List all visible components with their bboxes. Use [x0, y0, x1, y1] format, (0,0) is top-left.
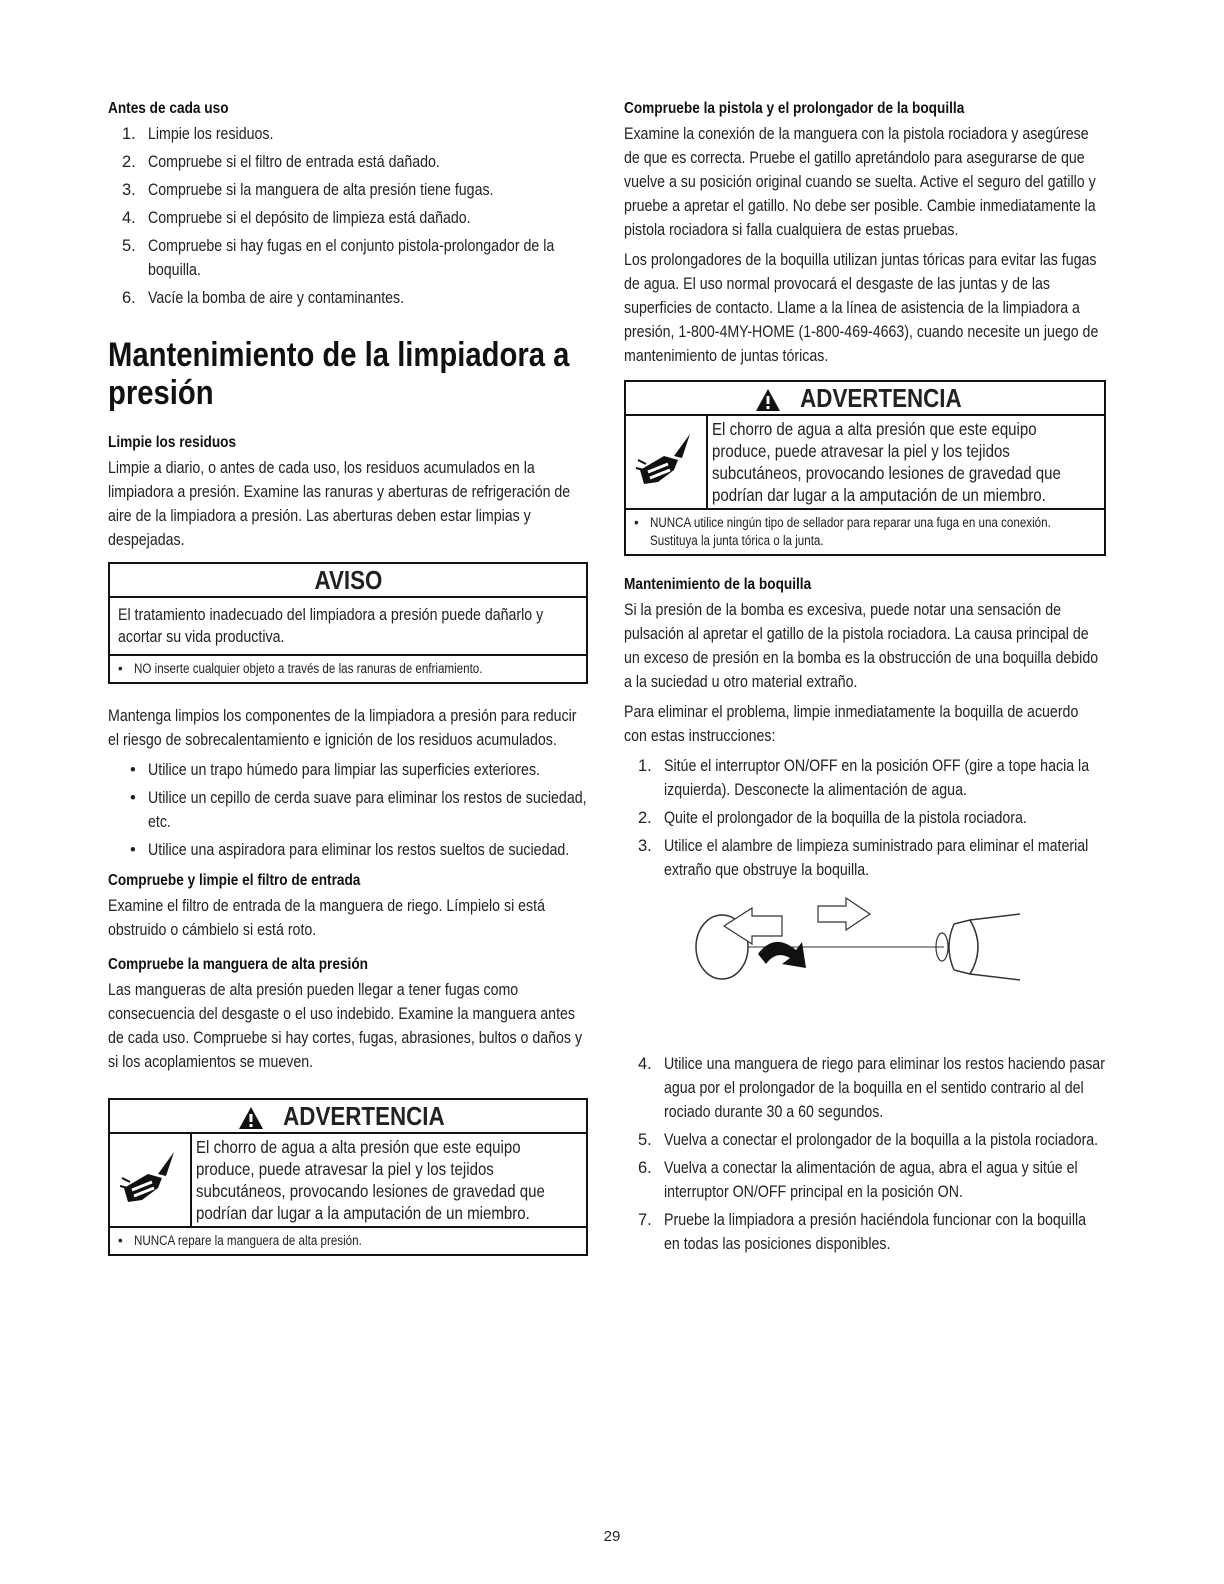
before-use-list — [108, 122, 588, 310]
nozzle-wire-diagram — [624, 892, 1106, 1042]
left-column — [108, 100, 588, 1276]
before-use-heading: Antes de cada uso — [108, 100, 229, 117]
warning-box-left — [108, 1098, 588, 1256]
nozzle-heading: Mantenimiento de la boquilla — [624, 576, 812, 593]
list-item: 7. Pruebe la limpiadora a presión haciéndola funcionar con la boquilla en todas las posiciones disponibles. — [638, 1211, 1087, 1253]
list-item: 4. Compruebe si el depósito de limpieza está dañado. — [122, 209, 471, 227]
list-item: 3. Compruebe si la manguera de alta presión tiene fugas. — [122, 181, 494, 199]
aviso-note: • NO inserte cualquier objeto a través de las ranuras de enfriamiento. — [118, 661, 483, 676]
list-item: 1. Sitúe el interruptor ON/OFF en la posición OFF (gire a tope hacia la izquierda). Desconecte la alimentación de agua. — [638, 757, 1090, 799]
list-item: 4. Utilice una manguera de riego para eliminar los restos haciendo pasar agua por el prolongador de la boquilla en el sentido contrario al del rociado durante 30 a 60 segundos. — [638, 1055, 1105, 1121]
warning-triangle-icon — [238, 1106, 264, 1130]
list-item: 1. Limpie los residuos. — [122, 125, 274, 143]
page-number: 29 — [603, 1528, 621, 1545]
hose-text: Las mangueras de alta presión pueden llegar a tener fugas como consecuencia del desgaste o el uso indebido. Examine la manguera antes de cada uso. Compruebe si hay cortes, fugas, abrasiones, bultos o daños y si los acoplamientos se mueven. — [108, 981, 583, 1071]
warning-note: • NUNCA utilice ningún tipo de sellador para reparar una fuga en una conexión. Sustituya la junta tórica o la junta. — [634, 515, 1051, 548]
warning-row — [626, 416, 1104, 510]
list-item: 2. Quite el prolongador de la boquilla de la pistola rociadora. — [638, 809, 1027, 827]
warning-title: ADVERTENCIA — [626, 382, 1104, 416]
high-pressure-injection-icon — [110, 1134, 192, 1226]
aviso-box — [108, 562, 588, 684]
warning-triangle-icon — [755, 388, 781, 412]
list-item: 6. Vuelva a conectar la alimentación de agua, abra el agua y sitúe el interruptor ON/OFF principal en la posición ON. — [638, 1159, 1078, 1201]
nozzle-paragraph-1: Si la presión de la bomba es excesiva, puede notar una sensación de pulsación al apretar el gatillo de la pistola rociadora. La causa principal de un exceso de presión en la bomba es la obstrucción de una boquilla debido a la suciedad u otro material extraño. — [624, 601, 1099, 691]
warning-title: ADVERTENCIA — [110, 1100, 586, 1134]
inlet-filter-heading: Compruebe y limpie el filtro de entrada — [108, 872, 361, 889]
nozzle-paragraph-2: Para eliminar el problema, limpie inmediatamente la boquilla de acuerdo con estas instrucciones: — [624, 703, 1079, 745]
list-item: 6. Vacíe la bomba de aire y contaminantes. — [122, 289, 405, 307]
high-pressure-injection-icon — [626, 416, 708, 508]
page-title: Mantenimiento de la limpiadora a presión — [108, 336, 570, 412]
list-item: • Utilice un trapo húmedo para limpiar las superficies exteriores. — [130, 761, 540, 779]
nozzle-cleaning-illustration — [624, 892, 1106, 1042]
list-item: • Utilice un cepillo de cerda suave para eliminar los restos de suciedad, etc. — [130, 789, 587, 831]
warning-row — [110, 1134, 586, 1228]
list-item: 5. Vuelva a conectar el prolongador de la boquilla a la pistola rociadora. — [638, 1131, 1099, 1149]
list-item: 5. Compruebe si hay fugas en el conjunto pistola-prolongador de la boquilla. — [122, 237, 555, 279]
clean-debris-text: Limpie a diario, o antes de cada uso, los residuos acumulados en la limpiadora a presión. Examine las ranuras y aberturas de refrigeración de aire de la limpiadora a presión. Las aberturas deben estar limpias y despejadas. — [108, 459, 571, 549]
inlet-filter-text: Examine el filtro de entrada de la manguera de riego. Límpielo si está obstruido o cámbielo si está roto. — [108, 897, 545, 939]
hose-heading: Compruebe la manguera de alta presión — [108, 956, 368, 973]
warning-body: El chorro de agua a alta presión que este equipo produce, puede atravesar la piel y los tejidos subcutáneos, provocando lesiones de gravedad que podrían dar lugar a la amputación de un miembro. — [196, 1137, 545, 1223]
list-item: • Utilice una aspiradora para eliminar los restos sueltos de suciedad. — [130, 841, 570, 859]
gun-heading: Compruebe la pistola y el prolongador de la boquilla — [624, 100, 965, 117]
warning-body: El chorro de agua a alta presión que este equipo produce, puede atravesar la piel y los tejidos subcutáneos, provocando lesiones de gravedad que podrían dar lugar a la amputación de un miembro. — [712, 419, 1061, 505]
warning-box-right — [624, 380, 1106, 556]
warning-note: • NUNCA repare la manguera de alta presión. — [118, 1233, 362, 1248]
right-column — [624, 100, 1106, 1266]
aviso-body: El tratamiento inadecuado del limpiadora a presión puede dañarlo y acortar su vida productiva. — [110, 598, 586, 656]
gun-paragraph-2: Los prolongadores de la boquilla utilizan juntas tóricas para evitar las fugas de agua. El uso normal provocará el desgaste de las juntas y de las superficies de contacto. Llame a la línea de asistencia de la limpiadora a presión, 1-800-4MY-HOME (1-800-469-4663), cuando necesite un juego de mantenimiento de juntas tóricas. — [624, 251, 1099, 365]
nozzle-steps-a — [624, 754, 1106, 882]
nozzle-steps-b — [624, 1052, 1106, 1256]
keep-clean-bullets — [108, 758, 588, 862]
gun-paragraph-1: Examine la conexión de la manguera con la pistola rociadora y asegúrese de que es correcta. Pruebe el gatillo apretándolo para asegurarse de que vuelve a su posición original cuando se suelta. Active el seguro del gatillo y pruebe a apretar el gatillo. No debe ser posible. Cambie inmediatamente la pistola rociadora si falla cualquiera de estas pruebas. — [624, 125, 1096, 239]
clean-debris-heading: Limpie los residuos — [108, 434, 237, 451]
list-item: 3. Utilice el alambre de limpieza suministrado para eliminar el material extraño que obstruye la boquilla. — [638, 837, 1089, 879]
keep-clean-text: Mantenga limpios los componentes de la limpiadora a presión para reducir el riesgo de sobrecalentamiento e ignición de los residuos acumulados. — [108, 707, 577, 749]
aviso-title: AVISO — [110, 564, 586, 598]
list-item: 2. Compruebe si el filtro de entrada está dañado. — [122, 153, 440, 171]
